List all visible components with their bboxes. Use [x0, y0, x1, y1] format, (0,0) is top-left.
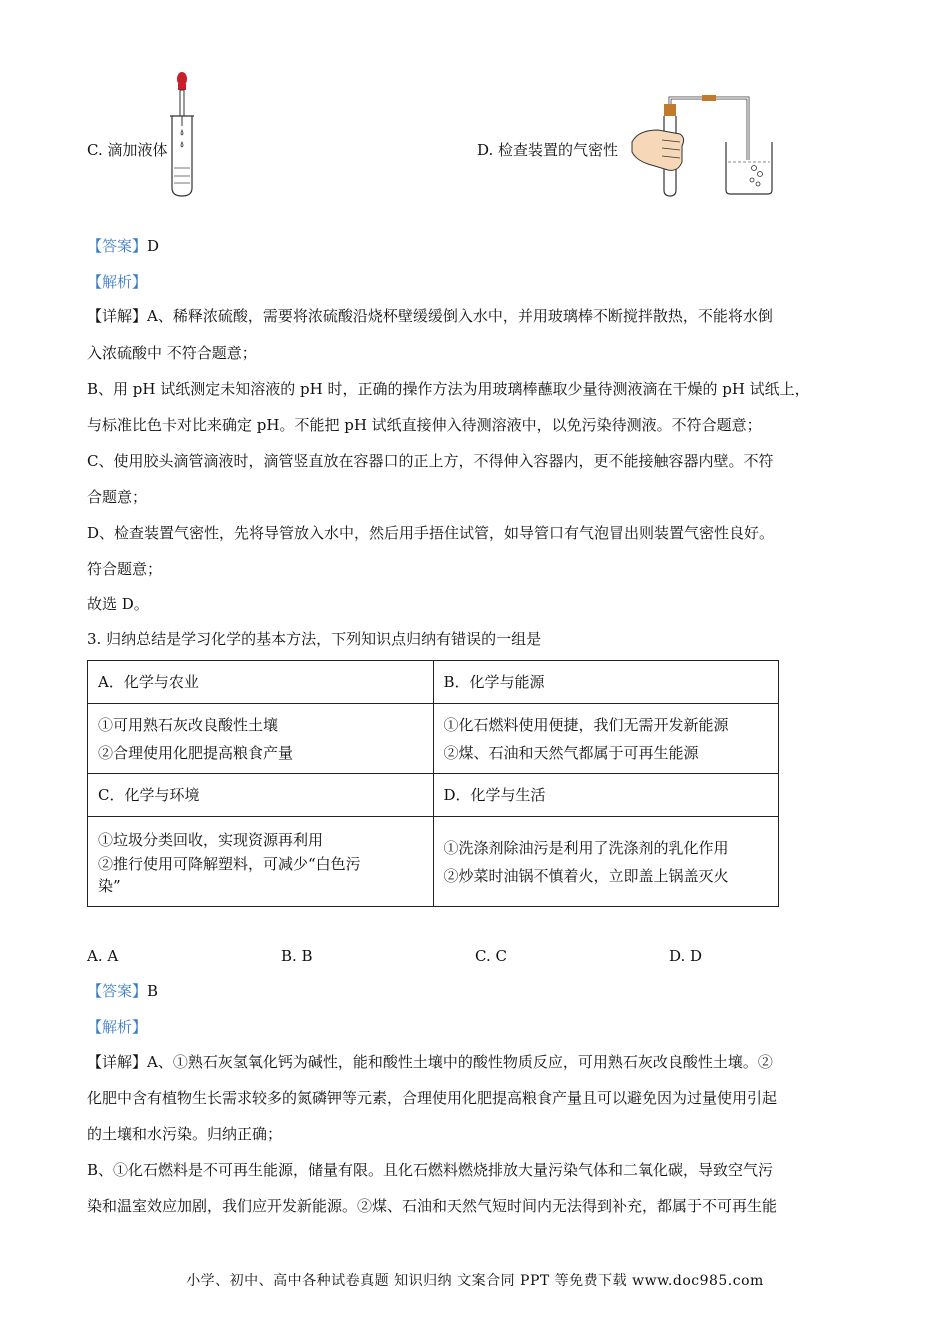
q2-explain-line: 合题意； — [87, 488, 148, 506]
table-item: 染” — [98, 876, 121, 895]
q2-explain-line: 【详解】A、稀释浓硫酸，需要将浓硫酸沿烧杯壁缓缓倒入水中，并用玻璃棒不断搅拌散热，不能将水倒 — [87, 307, 773, 325]
table-item: ①垃圾分类回收，实现资源再利用 — [98, 830, 324, 849]
knowledge-table — [87, 660, 779, 907]
table-item: ①化石燃料使用便捷，我们无需开发新能源 — [443, 715, 729, 734]
q2-explain-line: D、检查装置气密性，先将导管放入水中，然后用手捂住试管，如导管口有气泡冒出则装置气密性良好。 — [87, 524, 775, 542]
table-cell-b-items — [433, 704, 779, 774]
q3-explain-line: 化肥中含有植物生长需求较多的氮磷钾等元素，合理使用化肥提高粮食产量且可以避免因为过量使用引起 — [87, 1089, 778, 1107]
analysis-tag: 【解析】 — [87, 273, 148, 291]
table-item: ②推行使用可降解塑料，可减少“白色污 — [98, 854, 361, 873]
airtightness-check-illustration — [628, 90, 788, 200]
option-c: C. C — [475, 947, 507, 965]
q3-answer-line — [87, 981, 158, 1001]
table-item: ②合理使用化肥提高粮食产量 — [98, 743, 294, 762]
table-cell-b-head: B．化学与能源 — [433, 661, 779, 704]
table-item: ①洗涤剂除油污是利用了洗涤剂的乳化作用 — [443, 838, 729, 857]
q3-stem: 3. 归纳总结是学习化学的基本方法，下列知识点归纳有错误的一组是 — [87, 630, 542, 648]
answer-value: D — [147, 237, 160, 255]
table-cell-d-items — [433, 817, 779, 907]
q3-explain-line: B、①化石燃料是不可再生能源，储量有限。且化石燃料燃烧排放大量污染气体和二氧化碳，导致空气污 — [87, 1161, 774, 1179]
table-cell-c-items — [88, 817, 434, 907]
q3-explain-line: 染和温室效应加剧，我们应开发新能源。②煤、石油和天然气短时间内无法得到补充，都属于不可再生能 — [87, 1197, 778, 1215]
answer-tag: 【答案】 — [87, 237, 148, 255]
q2-explain-line: C、使用胶头滴管滴液时，滴管竖直放在容器口的正上方，不得伸入容器内，更不能接触容器内壁。不符 — [87, 452, 774, 470]
q3-explain-line: 的土壤和水污染。归纳正确； — [87, 1125, 283, 1143]
table-cell-c-head: C．化学与环境 — [88, 774, 434, 817]
option-b: B. B — [281, 947, 313, 965]
table-item: ②炒菜时油锅不慎着火，立即盖上锅盖灭火 — [443, 866, 729, 885]
q2-answer-line — [87, 236, 159, 256]
q2-explain-line: 符合题意； — [87, 560, 163, 578]
option-d: D. D — [669, 947, 703, 965]
option-a: A. A — [87, 947, 119, 965]
answer-value: B — [147, 982, 159, 1000]
analysis-tag: 【解析】 — [87, 1018, 148, 1036]
figure-c-label: C. 滴加液体 — [87, 141, 168, 159]
table-cell-a-items — [88, 704, 434, 774]
dropper-testtube-illustration — [164, 70, 204, 200]
table-item: ②煤、石油和天然气都属于可再生能源 — [443, 743, 699, 762]
q2-explain-line: B、用 pH 试纸测定未知溶液的 pH 时，正确的操作方法为用玻璃棒蘸取少量待测液滴在干燥的 pH 试纸上， — [87, 380, 810, 398]
q3-explain-line: 【详解】A、①熟石灰氢氧化钙为碱性，能和酸性土壤中的酸性物质反应，可用熟石灰改良酸性土壤。② — [87, 1053, 773, 1071]
table-item: ①可用熟石灰改良酸性土壤 — [98, 715, 279, 734]
table-cell-d-head: D．化学与生活 — [433, 774, 779, 817]
answer-tag: 【答案】 — [87, 982, 148, 1000]
q2-explain-line: 入浓硫酸中 不符合题意； — [87, 344, 257, 362]
figure-d-label: D. 检查装置的气密性 — [477, 141, 619, 159]
table-cell-a-head: A．化学与农业 — [88, 661, 434, 704]
q2-explain-line: 故选 D。 — [87, 595, 149, 613]
page-footer: 小学、初中、高中各种试卷真题 知识归纳 文案合同 PPT 等免费下载 www.doc985.com — [186, 1273, 764, 1289]
q2-explain-line: 与标准比色卡对比来确定 pH。不能把 pH 试纸直接伸入待测溶液中，以免污染待测液。不符合题意； — [87, 416, 762, 434]
